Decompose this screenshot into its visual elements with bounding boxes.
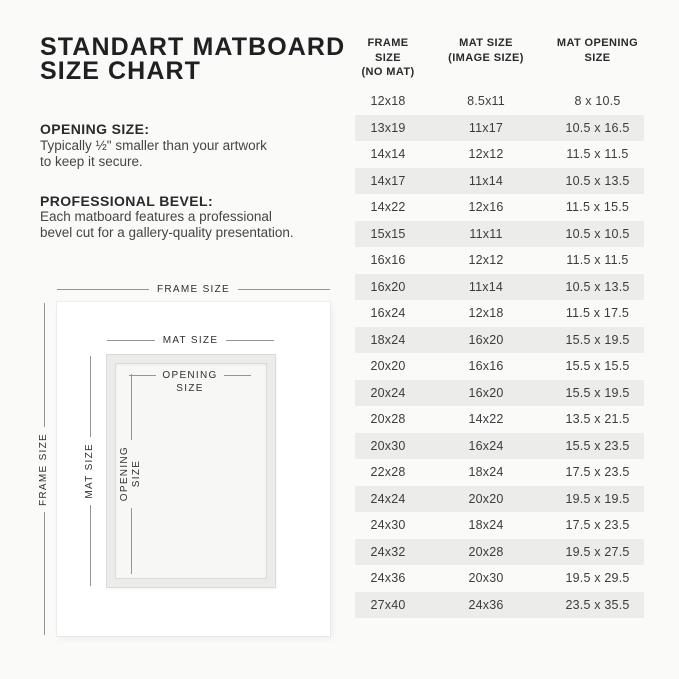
opening-size-description-line1: Typically ½" smaller than your artwork xyxy=(40,138,267,153)
table-cell-mat-size: 12x12 xyxy=(468,253,504,268)
table-header-mat-size: MAT SIZE (IMAGE SIZE) xyxy=(448,37,524,64)
table-cell-frame-size: 24x30 xyxy=(370,518,406,533)
table-cell-frame-size: 16x16 xyxy=(370,253,406,268)
table-cell-mat-size: 14x22 xyxy=(468,412,504,427)
table-cell-frame-size: 20x30 xyxy=(370,438,406,453)
table-row xyxy=(355,115,644,142)
table-row xyxy=(355,141,644,168)
professional-bevel-description xyxy=(40,209,294,241)
size-table-body xyxy=(355,88,644,618)
table-cell-frame-size: 20x24 xyxy=(370,385,406,400)
table-row xyxy=(355,168,644,195)
table-cell-frame-size: 16x20 xyxy=(370,279,406,294)
opening-size-side-text: OPENING SIZE xyxy=(119,446,142,502)
table-cell-mat-opening: 17.5 x 23.5 xyxy=(565,518,630,533)
table-row xyxy=(355,539,644,566)
table-cell-mat-opening: 13.5 x 21.5 xyxy=(565,412,630,427)
page-title-line2: SIZE CHART xyxy=(40,57,201,85)
frame-size-top-label xyxy=(57,283,330,296)
table-cell-mat-opening: 17.5 x 23.5 xyxy=(565,465,630,480)
opening-size-top-line-right xyxy=(224,375,251,376)
frame-size-top-text: FRAME SIZE xyxy=(157,283,231,295)
table-cell-mat-size: 24x36 xyxy=(468,597,504,612)
table-cell-mat-size: 18x24 xyxy=(468,518,504,533)
table-cell-frame-size: 18x24 xyxy=(370,332,406,347)
professional-bevel-description-line1: Each matboard features a professional xyxy=(40,209,272,224)
table-cell-mat-opening: 15.5 x 19.5 xyxy=(565,385,630,400)
table-row xyxy=(355,300,644,327)
table-cell-mat-opening: 15.5 x 23.5 xyxy=(565,438,630,453)
table-cell-mat-opening: 10.5 x 10.5 xyxy=(565,226,630,241)
table-row xyxy=(355,406,644,433)
opening-size-heading: OPENING SIZE: xyxy=(40,121,150,137)
table-cell-mat-opening: 10.5 x 13.5 xyxy=(565,173,630,188)
table-cell-mat-opening: 11.5 x 11.5 xyxy=(566,147,629,162)
table-cell-mat-size: 8.5x11 xyxy=(467,94,505,109)
opening-size-side-line-bottom xyxy=(131,508,132,574)
frame-size-top-line-left xyxy=(57,289,149,290)
table-cell-mat-size: 16x16 xyxy=(468,359,504,374)
opening-size-top-text-line1: OPENING xyxy=(162,369,218,381)
table-row xyxy=(355,565,644,592)
table-cell-frame-size: 24x36 xyxy=(370,571,406,586)
table-cell-mat-size: 11x14 xyxy=(468,173,504,188)
table-header-frame-size: FRAME SIZE (NO MAT) xyxy=(361,37,415,78)
table-cell-mat-size: 16x20 xyxy=(468,385,504,400)
table-cell-mat-size: 18x24 xyxy=(468,465,504,480)
table-cell-frame-size: 14x14 xyxy=(370,147,406,162)
mat-size-side-line-bottom xyxy=(90,505,91,586)
table-row xyxy=(355,353,644,380)
table-cell-mat-opening: 23.5 x 35.5 xyxy=(565,597,630,612)
table-cell-mat-opening: 11.5 x 15.5 xyxy=(565,200,630,215)
table-row xyxy=(355,88,644,115)
opening-size-top-label xyxy=(129,369,251,395)
table-cell-mat-size: 16x24 xyxy=(468,438,504,453)
table-cell-frame-size: 20x20 xyxy=(370,359,406,374)
table-cell-mat-size: 20x28 xyxy=(468,544,504,559)
frame-size-side-line-bottom xyxy=(44,512,45,636)
table-row xyxy=(355,221,644,248)
table-row xyxy=(355,512,644,539)
table-cell-mat-size: 12x18 xyxy=(468,306,504,321)
table-cell-mat-opening: 11.5 x 17.5 xyxy=(565,306,630,321)
table-cell-mat-opening: 15.5 x 15.5 xyxy=(565,359,630,374)
table-cell-frame-size: 13x19 xyxy=(370,120,406,135)
mat-size-top-label xyxy=(107,334,274,347)
table-cell-frame-size: 24x24 xyxy=(370,491,406,506)
mat-size-side-line-top xyxy=(90,356,91,437)
table-cell-mat-size: 20x20 xyxy=(468,491,504,506)
frame-size-side-text: FRAME SIZE xyxy=(38,432,49,506)
table-cell-mat-size: 12x16 xyxy=(468,200,504,215)
frame-size-side-label xyxy=(37,303,51,635)
table-row xyxy=(355,592,644,619)
frame-size-top-line-right xyxy=(238,289,330,290)
opening-size-side-line-top xyxy=(131,374,132,440)
frame-size-side-line-top xyxy=(44,303,45,427)
table-row xyxy=(355,247,644,274)
table-cell-mat-size: 16x20 xyxy=(468,332,504,347)
mat-size-top-line-left xyxy=(107,340,155,341)
table-cell-mat-opening: 19.5 x 27.5 xyxy=(565,544,630,559)
table-cell-frame-size: 14x17 xyxy=(370,173,406,188)
mat-size-top-text: MAT SIZE xyxy=(162,334,219,346)
table-row xyxy=(355,274,644,301)
opening-size-top-text-line2: SIZE xyxy=(176,383,204,394)
table-cell-mat-size: 20x30 xyxy=(468,571,504,586)
mat-size-side-label xyxy=(83,356,97,586)
professional-bevel-description-line2: bevel cut for a gallery-quality presentation. xyxy=(40,225,294,240)
table-cell-frame-size: 12x18 xyxy=(370,94,406,109)
table-cell-frame-size: 22x28 xyxy=(370,465,406,480)
table-row xyxy=(355,327,644,354)
table-cell-mat-opening: 10.5 x 13.5 xyxy=(565,279,630,294)
table-cell-frame-size: 24x32 xyxy=(370,544,406,559)
table-cell-mat-opening: 10.5 x 16.5 xyxy=(565,120,630,135)
page-title xyxy=(40,35,345,83)
table-cell-frame-size: 15x15 xyxy=(370,226,406,241)
table-cell-mat-opening: 8 x 10.5 xyxy=(574,94,621,109)
opening-size-side-label xyxy=(118,374,144,574)
table-cell-mat-opening: 15.5 x 19.5 xyxy=(565,332,630,347)
opening-size-description xyxy=(40,138,267,170)
table-cell-mat-size: 11x14 xyxy=(468,279,504,294)
mat-size-side-text: MAT SIZE xyxy=(84,443,95,499)
opening-size-description-line2: to keep it secure. xyxy=(40,154,143,169)
table-header-mat-opening: MAT OPENING SIZE xyxy=(556,37,639,64)
table-cell-mat-size: 12x12 xyxy=(468,147,504,162)
table-cell-frame-size: 16x24 xyxy=(370,306,406,321)
professional-bevel-heading: PROFESSIONAL BEVEL: xyxy=(40,193,214,209)
table-cell-mat-opening: 19.5 x 19.5 xyxy=(565,491,630,506)
table-cell-frame-size: 27x40 xyxy=(370,597,406,612)
table-cell-frame-size: 14x22 xyxy=(370,200,406,215)
table-cell-mat-opening: 11.5 x 11.5 xyxy=(566,253,629,268)
table-cell-mat-opening: 19.5 x 29.5 xyxy=(565,571,630,586)
table-row xyxy=(355,486,644,513)
table-row xyxy=(355,459,644,486)
page-title-line1: STANDART MATBOARD xyxy=(40,33,346,61)
table-row xyxy=(355,194,644,221)
table-cell-mat-size: 11x11 xyxy=(469,226,503,241)
table-row xyxy=(355,433,644,460)
size-table-header xyxy=(355,36,644,80)
table-cell-mat-size: 11x17 xyxy=(468,120,504,135)
mat-size-top-line-right xyxy=(226,340,274,341)
table-row xyxy=(355,380,644,407)
table-cell-frame-size: 20x28 xyxy=(370,412,406,427)
